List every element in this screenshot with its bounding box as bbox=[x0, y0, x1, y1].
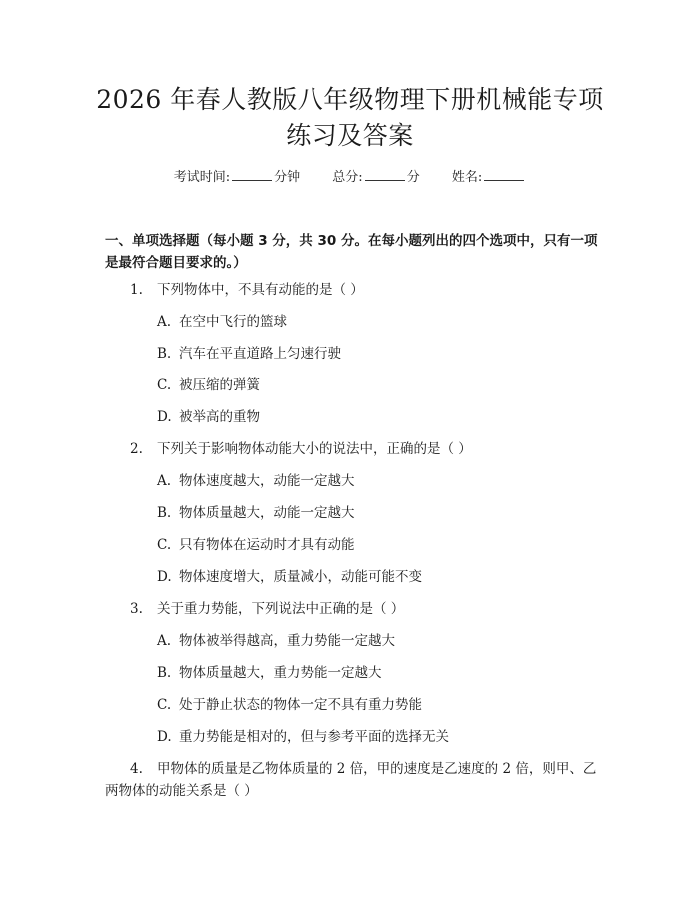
option-text: 重力势能是相对的，但与参考平面的选择无关 bbox=[179, 729, 449, 745]
option-text: 只有物体在运动时才具有动能 bbox=[179, 537, 355, 553]
question-number: 2. bbox=[130, 441, 143, 457]
question-stem: 下列物体中，不具有动能的是（ ） bbox=[157, 282, 364, 298]
exam-time-blank bbox=[232, 168, 272, 181]
total-score-label: 总分: bbox=[332, 170, 363, 185]
option-letter: C. bbox=[157, 377, 172, 393]
option-letter: A. bbox=[157, 473, 172, 489]
question-2-option-b bbox=[157, 502, 587, 524]
question-2-option-d bbox=[157, 566, 587, 588]
question-1-option-d bbox=[157, 406, 587, 428]
question-number: 3. bbox=[130, 601, 143, 617]
option-letter: D. bbox=[157, 729, 172, 745]
question-2-option-c bbox=[157, 534, 587, 556]
option-letter: B. bbox=[157, 346, 172, 362]
option-text: 汽车在平直道路上匀速行驶 bbox=[179, 346, 341, 362]
exam-time-field bbox=[174, 168, 300, 187]
page-title-line-1: 2026 年春人教版八年级物理下册机械能专项 bbox=[96, 85, 604, 114]
option-text: 被举高的重物 bbox=[179, 409, 260, 425]
question-3-option-d bbox=[157, 726, 587, 748]
option-text: 物体质量越大，动能一定越大 bbox=[179, 505, 355, 521]
total-score-unit: 分 bbox=[406, 170, 420, 185]
student-name-blank bbox=[484, 168, 524, 181]
option-letter: C. bbox=[157, 697, 172, 713]
question-2-option-a bbox=[157, 470, 587, 492]
total-score-blank bbox=[365, 168, 405, 181]
question-1-option-a bbox=[157, 311, 587, 333]
exam-time-label: 考试时间: bbox=[173, 170, 231, 185]
question-3-option-c bbox=[157, 694, 587, 716]
section-heading: 一、单项选择题（每小题 3 分，共 30 分。在每小题列出的四个选项中，只有一项是最符合题目要求的。） bbox=[105, 233, 598, 271]
question-number: 4. bbox=[130, 761, 143, 777]
student-name-field bbox=[452, 168, 526, 187]
question-stem: 甲物体的质量是乙物体质量的 2 倍，甲的速度是乙速度的 2 倍，则甲、乙两物体的动能关系是（ ） bbox=[105, 761, 597, 799]
question-4 bbox=[105, 758, 605, 802]
total-score-field bbox=[332, 168, 419, 187]
option-text: 处于静止状态的物体一定不具有重力势能 bbox=[179, 697, 422, 713]
student-name-label: 姓名: bbox=[451, 170, 483, 185]
option-letter: A. bbox=[157, 633, 172, 649]
question-1-option-b bbox=[157, 343, 587, 365]
option-letter: D. bbox=[157, 569, 172, 585]
question-3-option-a bbox=[157, 630, 587, 652]
option-letter: C. bbox=[157, 537, 172, 553]
question-number: 1. bbox=[130, 282, 143, 298]
option-text: 物体质量越大，重力势能一定越大 bbox=[179, 665, 382, 681]
exam-time-unit: 分钟 bbox=[274, 170, 301, 185]
question-3 bbox=[105, 598, 605, 620]
question-stem: 下列关于影响物体动能大小的说法中，正确的是（ ） bbox=[157, 441, 472, 457]
question-1 bbox=[105, 279, 605, 301]
question-3-option-b bbox=[157, 662, 587, 684]
option-letter: B. bbox=[157, 665, 172, 681]
option-text: 被压缩的弹簧 bbox=[179, 377, 260, 393]
question-2 bbox=[105, 438, 605, 460]
option-letter: D. bbox=[157, 409, 172, 425]
question-stem: 关于重力势能，下列说法中正确的是（ ） bbox=[157, 601, 405, 617]
option-text: 在空中飞行的篮球 bbox=[179, 314, 287, 330]
question-1-option-c bbox=[157, 374, 587, 396]
option-text: 物体速度增大，质量减小，动能可能不变 bbox=[179, 569, 422, 585]
option-text: 物体被举得越高，重力势能一定越大 bbox=[179, 633, 395, 649]
option-text: 物体速度越大，动能一定越大 bbox=[179, 473, 355, 489]
option-letter: A. bbox=[157, 314, 172, 330]
option-letter: B. bbox=[157, 505, 172, 521]
exam-meta-row bbox=[0, 168, 700, 187]
page-title-line-2: 练习及答案 bbox=[286, 121, 414, 150]
